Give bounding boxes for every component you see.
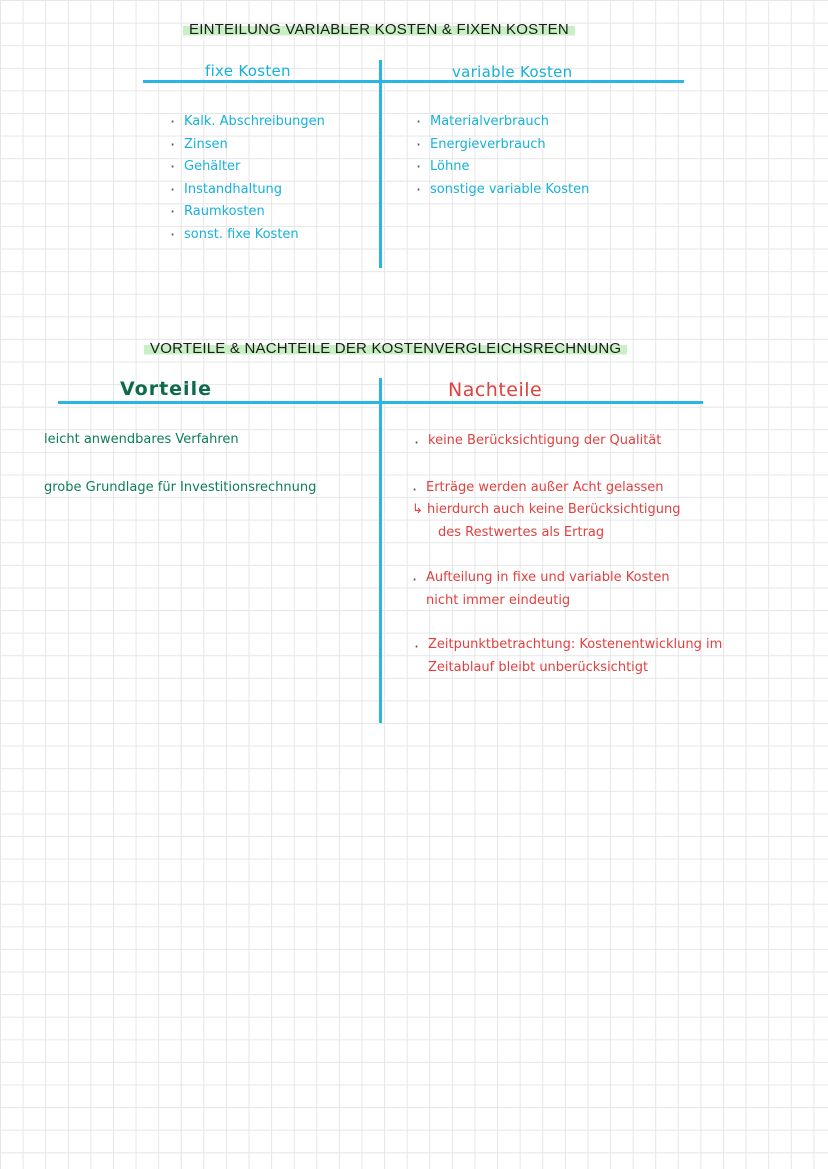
list-item: · Zinsen: [170, 134, 325, 157]
con-item-4-line2: Zeitablauf bleibt unberücksichtigt: [428, 660, 649, 675]
con-item-2-line2: ↳ hierdurch auch keine Berücksichtigung: [412, 502, 681, 517]
con-item-2-line3: des Restwertes als Ertrag: [438, 525, 605, 540]
list-item: · Löhne: [416, 156, 589, 179]
list-item: · Raumkosten: [170, 201, 325, 224]
pro-item-1: leicht anwendbares Verfahren: [44, 432, 239, 447]
list-item: · sonstige variable Kosten: [416, 179, 589, 202]
con-item-1: · keine Berücksichtigung der Qualität: [428, 433, 661, 448]
con-item-3-line1: · Aufteilung in fixe und variable Kosten: [426, 570, 670, 585]
variable-costs-header: variable Kosten: [452, 63, 573, 81]
list-item: · sonst. fixe Kosten: [170, 224, 325, 247]
variable-costs-list: [416, 111, 589, 201]
con-item-2-line1: · Erträge werden außer Acht gelassen: [426, 480, 663, 495]
con-item-4-line1: · Zeitpunktbetrachtung: Kostenentwicklung im: [428, 637, 722, 652]
fixed-costs-header: fixe Kosten: [205, 62, 291, 80]
list-item: · Instandhaltung: [170, 179, 325, 202]
table1-vertical-line: [379, 60, 382, 268]
fixed-costs-list: [170, 111, 325, 247]
table2-vertical-line: [379, 378, 382, 723]
table1-horizontal-line: [143, 80, 684, 83]
cons-header: Nachteile: [448, 379, 543, 401]
list-item: · Kalk. Abschreibungen: [170, 111, 325, 134]
section1-title: EINTEILUNG VARIABLER KOSTEN & FIXEN KOSTEN: [183, 21, 575, 38]
list-item: · Energieverbrauch: [416, 134, 589, 157]
pros-header: Vorteile: [120, 378, 212, 400]
pro-item-2: grobe Grundlage für Investitionsrechnung: [44, 480, 317, 495]
list-item: · Gehälter: [170, 156, 325, 179]
list-item: · Materialverbrauch: [416, 111, 589, 134]
con-item-3-line2: nicht immer eindeutig: [426, 593, 571, 608]
section2-title: VORTEILE & NACHTEILE DER KOSTENVERGLEICHSRECHNUNG: [144, 340, 627, 357]
